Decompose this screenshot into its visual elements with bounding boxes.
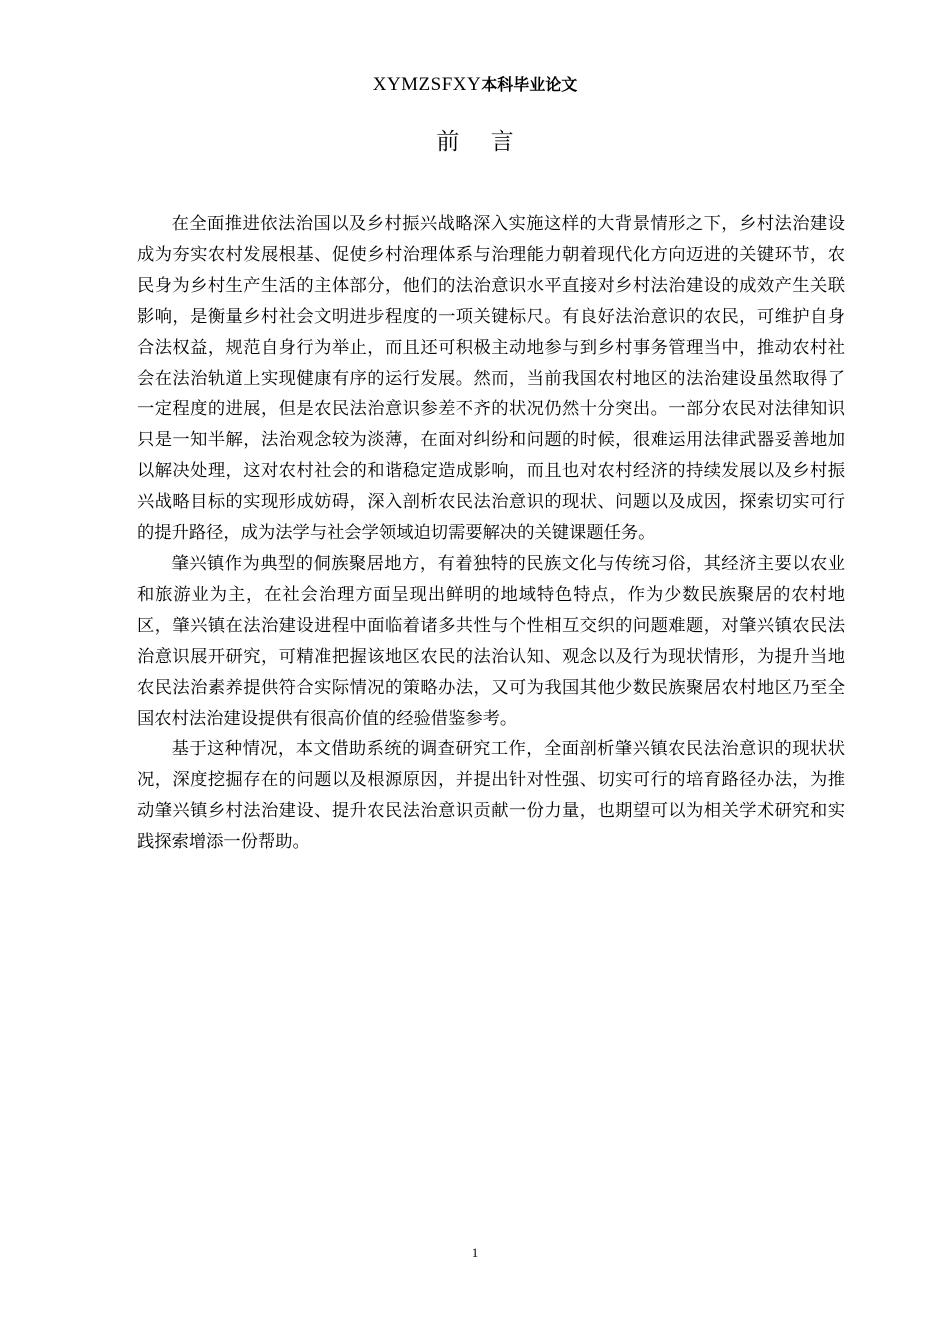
header-code: XYMZSFXY: [372, 74, 482, 95]
paragraph-3: 基于这种情况，本文借助系统的调查研究工作，全面剖析肇兴镇农民法治意识的现状状况，深度挖掘存在的问题以及根源原因，并提出针对性强、切实可行的培育路径办法，为推动肇兴镇乡村法治建设、提升农民法治意识贡献一份力量，也期望可以为相关学术研究和实践探索增添一份帮助。: [137, 739, 845, 853]
header-label: 本科毕业论文: [481, 75, 578, 94]
section-title: 前 言: [436, 129, 526, 155]
page-header: [0, 72, 950, 98]
paragraph-2: 肇兴镇作为典型的侗族聚居地方，有着独特的民族文化与传统习俗，其经济主要以农业和旅游业为主，在社会治理方面呈现出鲜明的地域特色特点，作为少数民族聚居的农村地区，肇兴镇在法治建设进程中面临着诸多共性与个性相互交织的问题难题，对肇兴镇农民法治意识展开研究，可精准把握该地区农民的法治认知、观念以及行为现状情形，为提升当地农民法治素养提供符合实际情况的策略办法，又可为我国其他少数民族聚居农村地区乃至全国农村法治建设提供有很高价值的经验借鉴参考。: [137, 553, 845, 729]
paragraph-1: 在全面推进依法治国以及乡村振兴战略深入实施这样的大背景情形之下，乡村法治建设成为夯实农村发展根基、促使乡村治理体系与治理能力朝着现代化方向迈进的关键环节，农民身为乡村生产生活的主体部分，他们的法治意识水平直接对乡村法治建设的成效产生关联影响，是衡量乡村社会文明进步程度的一项关键标尺。有良好法治意识的农民，可维护自身合法权益，规范自身行为举止，而且还可积极主动地参与到乡村事务管理当中，推动农村社会在法治轨道上实现健康有序的运行发展。然而，当前我国农村地区的法治建设虽然取得了一定程度的进展，但是农民法治意识参差不齐的状况仍然十分突出。一部分农民对法律知识只是一知半解，法治观念较为淡薄，在面对纠纷和问题的时候，很难运用法律武器妥善地加以解决处理，这对农村社会的和谐稳定造成影响，而且也对农村经济的持续发展以及乡村振兴战略目标的实现形成妨碍，深入剖析农民法治意识的现状、问题以及成因，探索切实可行的提升路径，成为法学与社会学领域迫切需要解决的关键课题任务。: [137, 214, 845, 544]
page-number: 1: [471, 1245, 479, 1260]
body-text: [137, 209, 845, 858]
